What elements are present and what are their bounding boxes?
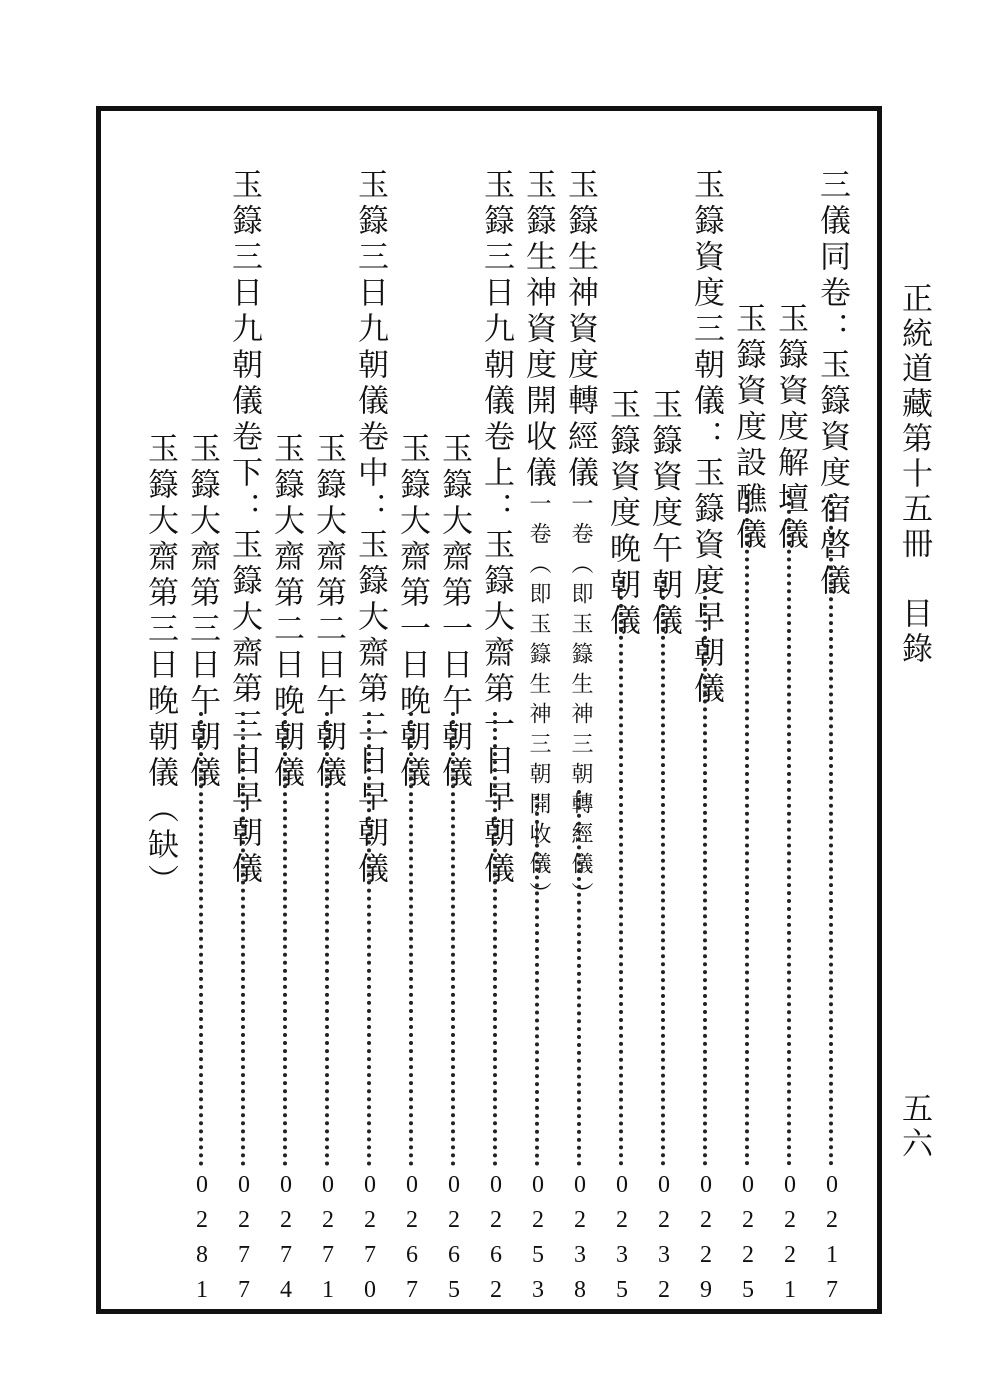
toc-entry-page: 0221: [777, 1172, 803, 1312]
dot-leader: [199, 712, 203, 1166]
toc-entry-page: 0253: [525, 1172, 551, 1312]
toc-entry-note: 一卷（即玉籙生神三朝開收儀）: [526, 492, 551, 912]
toc-entry-title: 玉籙大齋第一日晚朝儀: [394, 432, 430, 792]
dot-leader: [535, 796, 539, 1166]
toc-entry-page: 0270: [357, 1172, 383, 1312]
dot-leader: [577, 790, 581, 1166]
toc-entry-title: 玉籙三日九朝儀卷上：玉籙大齋第一日早朝儀: [478, 168, 514, 888]
toc-entry-page: 0281: [189, 1172, 215, 1312]
toc-entry-title: 玉籙三日九朝儀卷下：玉籙大齋第三日早朝儀: [226, 168, 262, 888]
toc-entry-page: 0277: [231, 1172, 257, 1312]
dot-leader: [619, 580, 623, 1166]
toc-entry-title-text: 玉籙生神資度轉經儀: [562, 168, 598, 492]
dot-leader: [409, 712, 413, 1166]
book-title: 正統道藏第十五冊 目錄: [896, 282, 932, 667]
dot-leader: [661, 580, 665, 1166]
toc-entry-title-text: 玉籙生神資度開收儀: [520, 168, 556, 492]
toc-entry-title: 玉籙資度設醮儀: [730, 302, 766, 554]
toc-entry-page: 0235: [609, 1172, 635, 1312]
toc-entry-title: 玉籙大齋第一日午朝儀: [436, 432, 472, 792]
dot-leader: [283, 712, 287, 1166]
toc-entry-title: 玉籙資度晚朝儀: [604, 388, 640, 640]
toc-entry-page: 0229: [693, 1172, 719, 1312]
page-number: 五六: [896, 1092, 932, 1162]
dot-leader: [703, 580, 707, 1166]
toc-entry-title: 玉籙資度解壇儀: [772, 302, 808, 554]
toc-entry-page: 0274: [273, 1172, 299, 1312]
dot-leader: [325, 712, 329, 1166]
toc-entry-page: 0271: [315, 1172, 341, 1312]
toc-entry-note: 一卷（即玉籙生神三朝轉經儀）: [568, 492, 593, 912]
toc-entry-title: 玉籙大齋第三日晚朝儀（缺）: [142, 432, 178, 900]
dot-leader: [829, 494, 833, 1166]
toc-entry-page: 0232: [651, 1172, 677, 1312]
toc-entry-page: 0238: [567, 1172, 593, 1312]
toc-entry-title: 玉籙資度三朝儀：玉籙資度早朝儀: [688, 168, 724, 708]
toc-entry-page: 0262: [483, 1172, 509, 1312]
dot-leader: [451, 712, 455, 1166]
toc-entry-title: 玉籙大齋第二日晚朝儀: [268, 432, 304, 792]
dot-leader: [241, 712, 245, 1166]
toc-entry-title: 玉籙大齋第二日午朝儀: [310, 432, 346, 792]
toc-entry-title: 三儀同卷：玉籙資度宿啓儀: [814, 168, 850, 600]
toc-entry-page: 0265: [441, 1172, 467, 1312]
dot-leader: [367, 712, 371, 1166]
toc-entry-page: 0225: [735, 1172, 761, 1312]
toc-entry-page: 0267: [399, 1172, 425, 1312]
dot-leader: [745, 494, 749, 1166]
toc-entry-title: 玉籙大齋第三日午朝儀: [184, 432, 220, 792]
dot-leader: [493, 712, 497, 1166]
toc-entry-title: 玉籙資度午朝儀: [646, 388, 682, 640]
toc-entry-title: 玉籙三日九朝儀卷中：玉籙大齋第二日早朝儀: [352, 168, 388, 888]
toc-entry-page: 0217: [819, 1172, 845, 1312]
dot-leader: [787, 494, 791, 1166]
